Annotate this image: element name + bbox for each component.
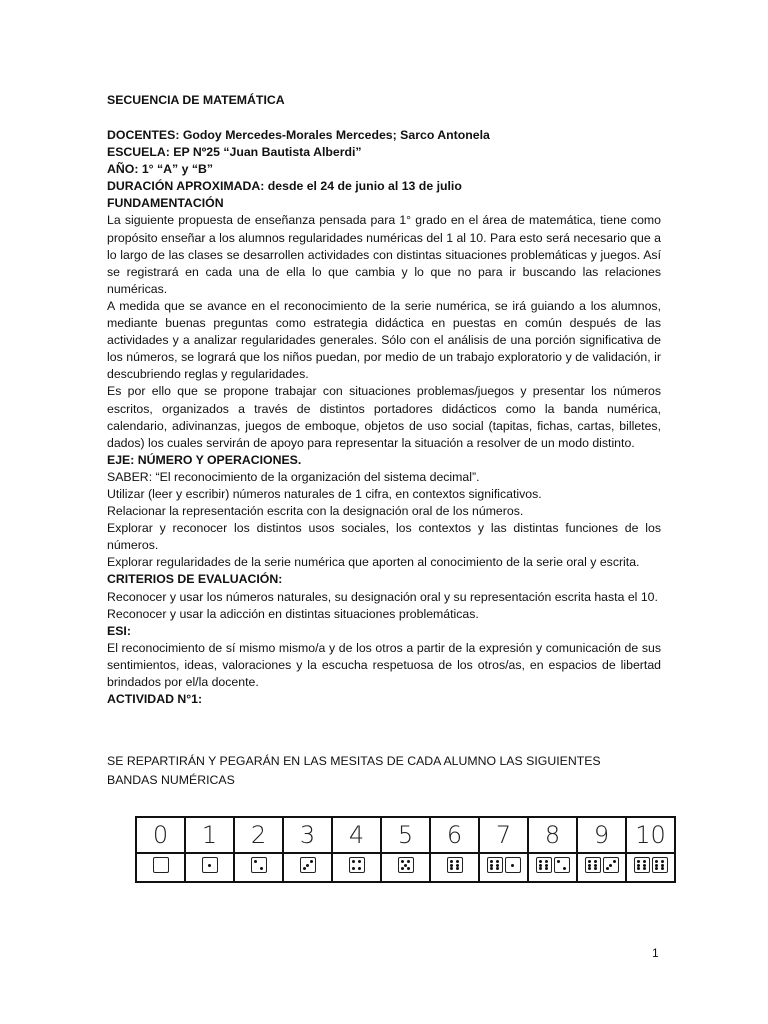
banda-number-cell: 4: [332, 817, 381, 853]
die-pip: [456, 860, 459, 863]
banda-dice-cell: [430, 853, 479, 882]
dice-group: [251, 857, 267, 873]
die-pip: [609, 864, 612, 867]
die-pip: [310, 860, 313, 863]
fundamentacion-paragraph: La siguiente propuesta de enseñanza pensada para 1° grado en el área de matemática, tiene como propósito enseñar a los alumnos regularidades numéricas del 1 al 10. Para esto será necesario que a lo largo de las clases se desarrollen actividades con distintas situaciones problemáticas y juegos. Así se registrará en cada una de ella lo que cambia y lo que no para ir buscando las relaciones numéricas.: [107, 213, 661, 296]
dice-group: [202, 857, 218, 873]
eje-heading: EJE: NÚMERO Y OPERACIONES.: [107, 452, 302, 467]
die-face-icon: [153, 857, 169, 873]
banda-dice-cell: [528, 853, 577, 882]
die-face-icon: [300, 857, 316, 873]
die-pip: [588, 867, 591, 870]
die-pip: [511, 864, 514, 867]
banda-number-cell: 3: [283, 817, 332, 853]
die-pip: [407, 867, 410, 870]
die-pip: [594, 860, 597, 863]
fundamentacion-paragraph: Es por ello que se propone trabajar con situaciones problemas/juegos y presentar los números escritos, organizados a través de distintos portadores didácticos como la banda numérica, calendario, adivinanzas, juegos de emboque, objetos de uso social (tapitas, fichas, cartas, billetes, dados) los cuales servirán de apoyo para representar la situación a resolver de un modo distinto.: [107, 384, 661, 450]
die-pip: [456, 864, 459, 867]
die-pip: [303, 867, 306, 870]
banda-number-cell: 7: [479, 817, 528, 853]
die-face-icon: [251, 857, 267, 873]
die-face-icon: [603, 857, 619, 873]
die-face-icon: [487, 857, 503, 873]
duracion-line: DURACIÓN APROXIMADA: desde el 24 de junio al 13 de julio: [107, 179, 462, 194]
die-pip: [352, 867, 355, 870]
criterios-line: Reconocer y usar los números naturales, su designación oral y su representación escrita hasta el 10.: [107, 589, 658, 604]
actividad-instruction: SE REPARTIRÁN Y PEGARÁN EN LAS MESITAS DE CADA ALUMNO LAS SIGUIENTES BANDAS NUMÉRICAS: [107, 754, 601, 787]
die-pip: [655, 867, 658, 870]
die-face-icon: [652, 857, 668, 873]
die-pip: [260, 867, 263, 870]
die-pip: [490, 860, 493, 863]
banda-dice-cell: [234, 853, 283, 882]
die-face-icon: [505, 857, 521, 873]
die-pip: [637, 860, 640, 863]
die-pip: [655, 864, 658, 867]
die-pip: [643, 860, 646, 863]
header-block: [107, 127, 661, 708]
die-pip: [606, 867, 609, 870]
die-face-icon: [536, 857, 552, 873]
die-face-icon: [554, 857, 570, 873]
eje-line: SABER: “El reconocimiento de la organización del sistema decimal”.: [107, 469, 480, 484]
banda-dice-cell: [381, 853, 430, 882]
die-pip: [306, 864, 309, 867]
die-pip: [404, 864, 407, 867]
banda-number-cell: 8: [528, 817, 577, 853]
dice-group: [536, 857, 570, 873]
die-pip: [539, 867, 542, 870]
anio-line: AÑO: 1° “A” y “B”: [107, 162, 214, 177]
die-face-icon: [634, 857, 650, 873]
document-title: SECUENCIA DE MATEMÁTICA: [107, 93, 285, 107]
banda-number-cell: 9: [577, 817, 626, 853]
die-pip: [490, 867, 493, 870]
dice-group: [398, 857, 414, 873]
dice-group: [300, 857, 316, 873]
esi-heading: ESI:: [107, 623, 131, 638]
banda-number-cell: 2: [234, 817, 283, 853]
die-pip: [358, 860, 361, 863]
die-pip: [661, 860, 664, 863]
die-pip: [496, 867, 499, 870]
banda-dice-cell: [577, 853, 626, 882]
die-pip: [643, 867, 646, 870]
banda-number-cell: 10: [626, 817, 675, 853]
die-pip: [450, 867, 453, 870]
escuela-line: ESCUELA: EP Nº25 “Juan Bautista Alberdi”: [107, 145, 362, 160]
die-pip: [352, 860, 355, 863]
die-pip: [637, 867, 640, 870]
dice-group: [634, 857, 668, 873]
die-pip: [643, 864, 646, 867]
die-pip: [545, 860, 548, 863]
die-pip: [545, 864, 548, 867]
die-pip: [588, 860, 591, 863]
die-pip: [254, 860, 257, 863]
dice-group: [349, 857, 365, 873]
eje-line: Utilizar (leer y escribir) números naturales de 1 cifra, en contextos significativos.: [107, 486, 542, 501]
die-pip: [545, 867, 548, 870]
banda-dice-cell: [332, 853, 381, 882]
banda-number-cell: 6: [430, 817, 479, 853]
fundamentacion-paragraph: A medida que se avance en el reconocimiento de la serie numérica, se irá guiando a los alumnos, mediante buenas preguntas como estrategia didáctica en puestas en común después de las actividades y a analizar regularidades generales. Sólo con el análisis de una porción significativa de los números, se logrará que los niños puedan, por medio de un trabajo exploratorio y de validación, ir descubriendo reglas y regularidades.: [107, 298, 661, 382]
banda-dice-row: [136, 853, 675, 882]
die-pip: [655, 860, 658, 863]
criterios-heading: CRITERIOS DE EVALUACIÓN:: [107, 572, 283, 587]
die-pip: [594, 867, 597, 870]
page-number: 1: [652, 946, 659, 960]
die-pip: [613, 860, 616, 863]
banda-dice-cell: [283, 853, 332, 882]
fundamentacion-heading: FUNDAMENTACIÓN: [107, 196, 224, 211]
die-pip: [539, 864, 542, 867]
die-pip: [208, 864, 211, 867]
die-pip: [496, 864, 499, 867]
die-pip: [358, 867, 361, 870]
dice-group: [487, 857, 521, 873]
banda-numerica: [135, 816, 676, 883]
die-pip: [563, 867, 566, 870]
die-pip: [407, 860, 410, 863]
banda-number-cell: 5: [381, 817, 430, 853]
die-face-icon: [447, 857, 463, 873]
die-pip: [557, 860, 560, 863]
banda-dice-cell: [479, 853, 528, 882]
banda-number-row: [136, 817, 675, 853]
dice-group: [447, 857, 463, 873]
die-face-icon: [349, 857, 365, 873]
die-pip: [637, 864, 640, 867]
die-face-icon: [398, 857, 414, 873]
die-pip: [594, 864, 597, 867]
die-pip: [450, 864, 453, 867]
die-pip: [490, 864, 493, 867]
banda-dice-cell: [136, 853, 185, 882]
die-pip: [539, 860, 542, 863]
die-pip: [450, 860, 453, 863]
banda-number-cell: 1: [185, 817, 234, 853]
eje-line: Explorar regularidades de la serie numérica que aporten al conocimiento de la serie oral y escrita.: [107, 555, 640, 570]
die-pip: [588, 864, 591, 867]
banda-dice-cell: [185, 853, 234, 882]
die-pip: [661, 867, 664, 870]
die-face-icon: [585, 857, 601, 873]
die-pip: [661, 864, 664, 867]
banda-number-cell: 0: [136, 817, 185, 853]
esi-text: El reconocimiento de sí mismo mismo/a y de los otros a partir de la expresión y comunicación de sus sentimientos, ideas, valoraciones y la escucha respetuosa de los otros/as, en espacios de libertad brindados por el/la docente.: [107, 640, 661, 689]
criterios-line: Reconocer y usar la adicción en distintas situaciones problemáticas.: [107, 606, 479, 621]
banda-dice-cell: [626, 853, 675, 882]
eje-line: Relacionar la representación escrita con la designación oral de los números.: [107, 504, 524, 519]
actividad-heading: ACTIVIDAD N°1:: [107, 692, 203, 707]
docentes-line: DOCENTES: Godoy Mercedes-Morales Mercedes; Sarco Antonela: [107, 128, 490, 142]
dice-group: [153, 857, 169, 873]
die-pip: [401, 867, 404, 870]
dice-group: [585, 857, 619, 873]
die-face-icon: [202, 857, 218, 873]
die-pip: [496, 860, 499, 863]
eje-line: Explorar y reconocer los distintos usos sociales, los contextos y las distintas funciones de los números.: [107, 521, 661, 553]
die-pip: [401, 860, 404, 863]
die-pip: [456, 867, 459, 870]
